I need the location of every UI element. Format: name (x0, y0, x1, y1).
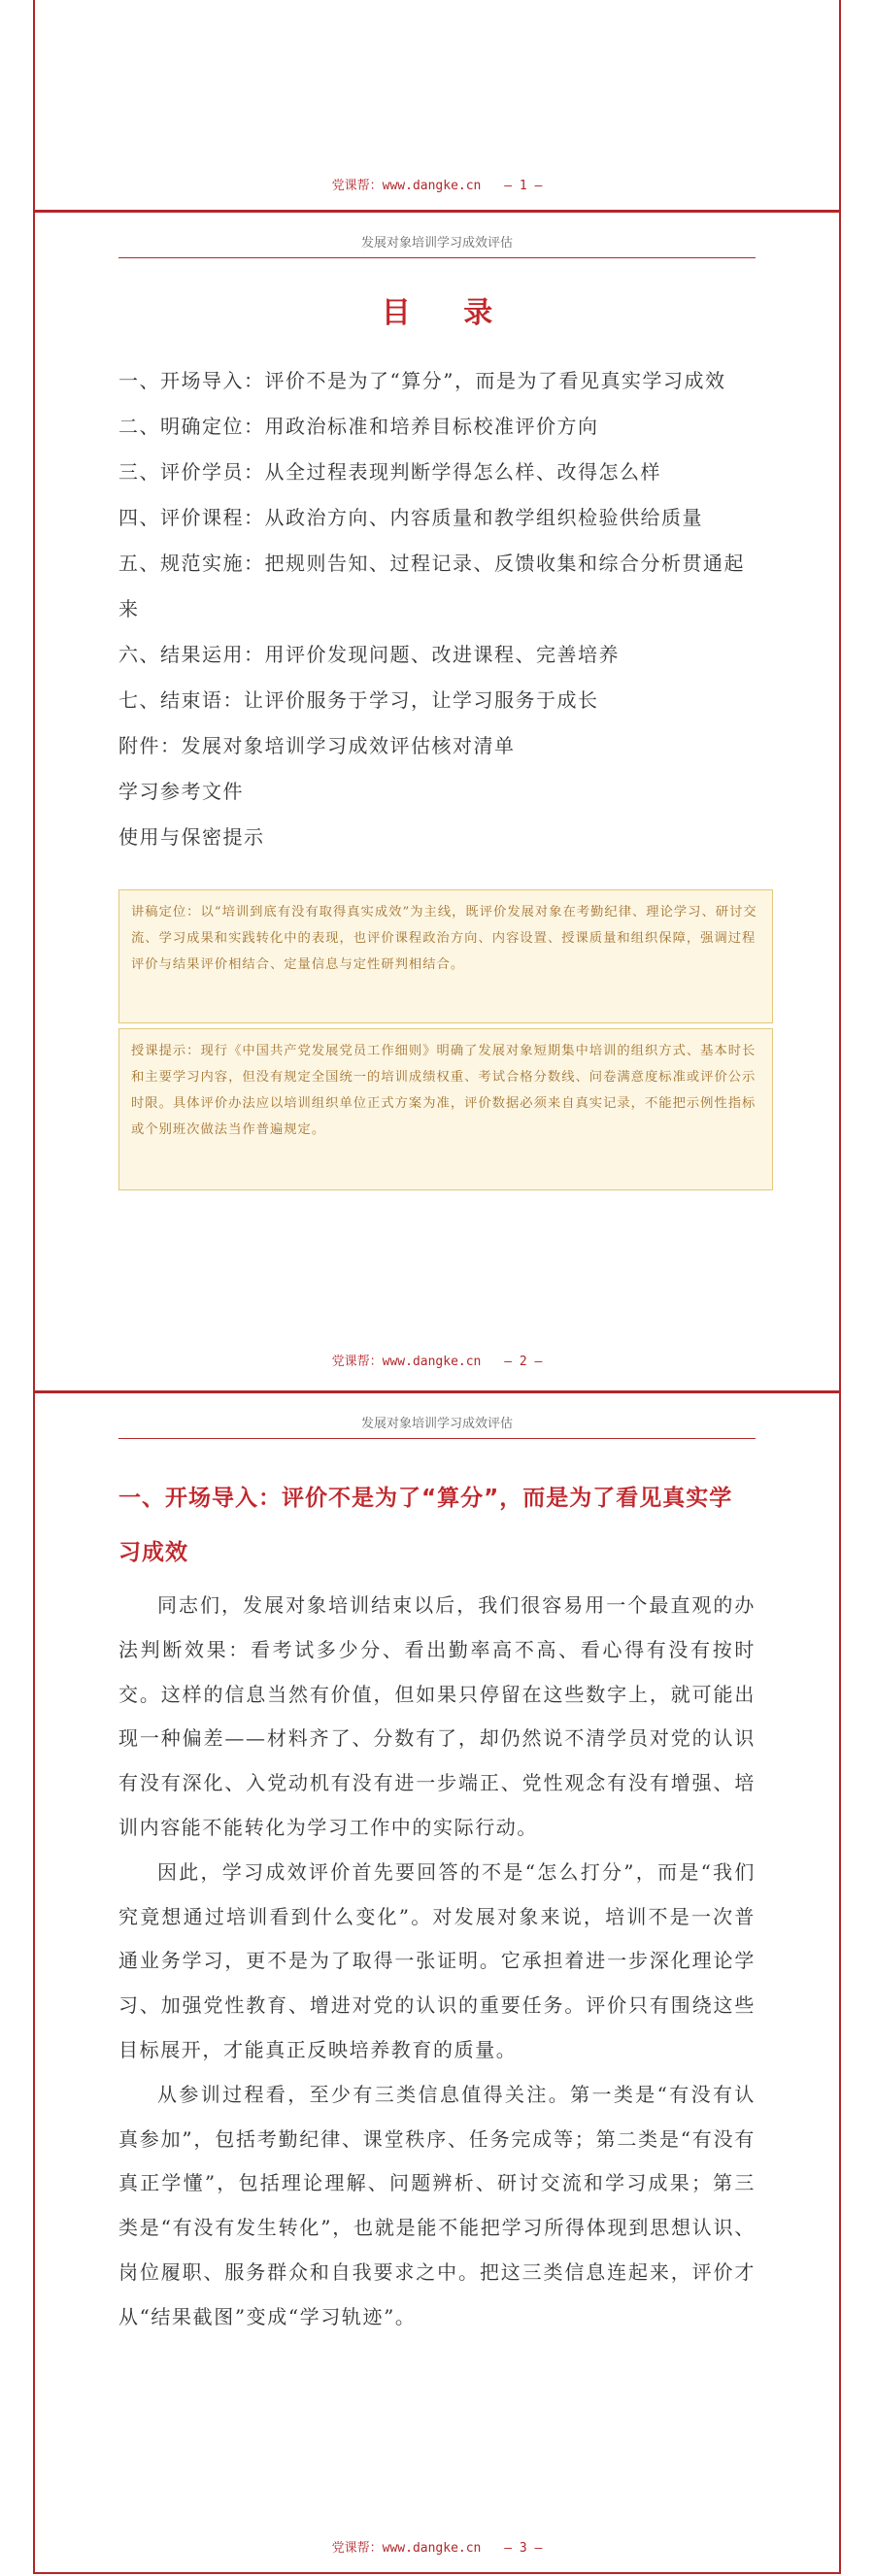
toc-list (118, 358, 756, 860)
page-footer (35, 1351, 839, 1369)
toc-item[interactable]: 二、明确定位：用政治标准和培养目标校准评价方向 (118, 415, 599, 438)
footer-page-number: — 1 — (504, 179, 543, 193)
toc-item[interactable]: 一、开场导入：评价不是为了“算分”，而是为了看见真实学习成效 (118, 369, 726, 392)
toc-item[interactable]: 六、结果运用：用评价发现问题、改进课程、完善培养 (118, 643, 620, 666)
toc-item[interactable]: 四、评价课程：从政治方向、内容质量和教学组织检验供给质量 (118, 506, 703, 529)
footer-page-number: — 2 — (504, 1355, 543, 1369)
footer-site: 党课帮：www.dangke.cn (331, 179, 482, 193)
toc-item[interactable]: 五、规范实施：把规则告知、过程记录、反馈收集和综合分析贯通起来 (118, 552, 745, 620)
body-paragraph: 从参训过程看，至少有三类信息值得关注。第一类是“有没有认真参加”，包括考勤纪律、课堂秩序、任务完成等；第二类是“有没有真正学懂”，包括理论理解、问题辨析、研讨交流和学习成果；第三类是“有没有发生转化”，也就是能不能把学习所得体现到思想认识、岗位履职、服务群众和自我要求之中。把这三类信息连起来，评价才从“结果截图”变成“学习轨迹”。 (118, 2082, 756, 2328)
positioning-note: 讲稿定位：以“培训到底有没有取得真实成效”为主线，既评价发展对象在考勤纪律、理论学习、研讨交流、学习成果和实践转化中的表现，也评价课程政治方向、内容设置、授课质量和组织保障，强调过程评价与结果评价相结合、定量信息与定性研判相结合。 (118, 889, 773, 1023)
running-head: 发展对象培训学习成效评估 (360, 1417, 513, 1431)
toc-title: 目 录 (381, 296, 515, 330)
footer-site: 党课帮：www.dangke.cn (331, 2541, 482, 2556)
body-paragraph: 同志们，发展对象培训结束以后，我们很容易用一个最直观的办法判断效果：看考试多少分、看出勤率高不高、看心得有没有按时交。这样的信息当然有价值，但如果只停留在这些数字上，就可能出现一种偏差——材料齐了、分数有了，却仍然说不清学员对党的认识有没有深化、入党动机有没有进一步端正、党性观念有没有增强、培训内容能不能转化为学习工作中的实际行动。 (118, 1593, 756, 1839)
toc-item[interactable]: 七、结束语：让评价服务于学习，让学习服务于成长 (118, 688, 599, 712)
footer-site: 党课帮：www.dangke.cn (331, 1355, 482, 1369)
page-footer (35, 2537, 839, 2556)
page-2 (33, 213, 841, 1390)
page-1 (33, 0, 841, 210)
running-head-rule (118, 257, 756, 258)
running-head: 发展对象培训学习成效评估 (360, 236, 513, 251)
toc-item[interactable]: 使用与保密提示 (118, 825, 265, 849)
page-3 (33, 1393, 841, 2574)
running-head-rule (118, 1438, 756, 1439)
body-paragraph: 因此，学习成效评价首先要回答的不是“怎么打分”，而是“我们究竟想通过培训看到什么变化”。对发展对象来说，培训不是一次普通业务学习，更不是为了取得一张证明。它承担着进一步深化理论学习、加强党性教育、增进对党的认识的重要任务。评价只有围绕这些目标展开，才能真正反映培养教育的质量。 (118, 1859, 756, 2061)
section-body (118, 1584, 756, 2340)
toc-item[interactable]: 三、评价学员：从全过程表现判断学得怎么样、改得怎么样 (118, 460, 661, 484)
footer-page-number: — 3 — (504, 2541, 543, 2556)
toc-item[interactable]: 附件：发展对象培训学习成效评估核对清单 (118, 734, 516, 757)
toc-item[interactable]: 学习参考文件 (118, 780, 244, 803)
teaching-tips-note: 授课提示：现行《中国共产党发展党员工作细则》明确了发展对象短期集中培训的组织方式、基本时长和主要学习内容，但没有规定全国统一的培训成绩权重、考试合格分数线、问卷满意度标准或评价公示时限。具体评价办法应以培训组织单位正式方案为准，评价数据必须来自真实记录，不能把示例性指标或个别班次做法当作普遍规定。 (118, 1028, 773, 1190)
page-footer (35, 175, 839, 193)
section-heading: 一、开场导入：评价不是为了“算分”，而是为了看见真实学习成效 (118, 1486, 733, 1565)
